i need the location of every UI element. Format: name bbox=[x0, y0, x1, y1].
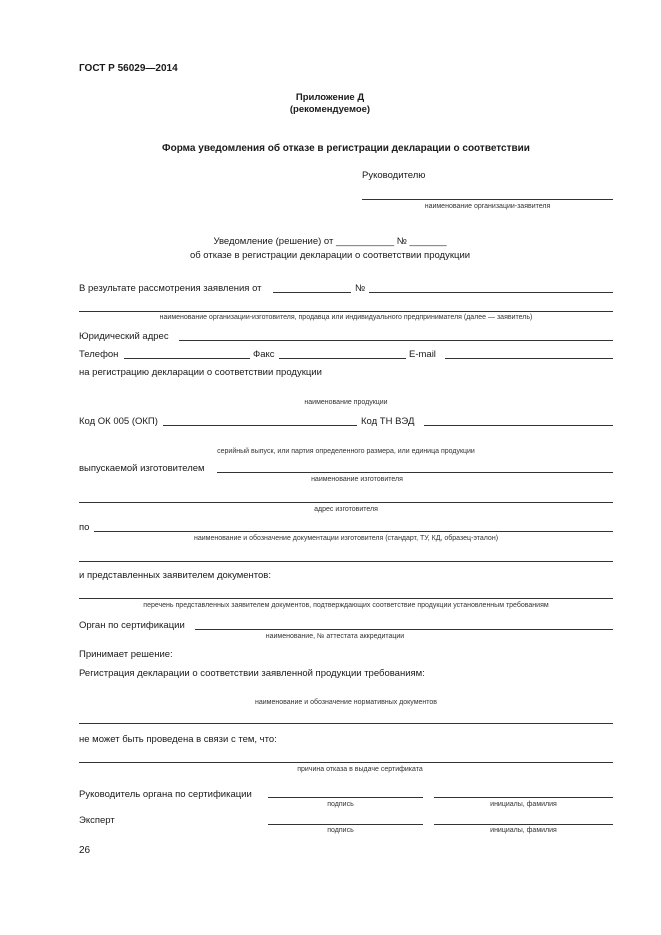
fax-line bbox=[279, 358, 406, 359]
normative-line bbox=[79, 723, 613, 724]
cert-body-label: Орган по сертификации bbox=[79, 620, 185, 631]
cannot-be-label: не может быть проведена в связи с тем, что: bbox=[79, 734, 277, 745]
application-date-line bbox=[273, 292, 351, 293]
normative-caption: наименование и обозначение нормативных документов bbox=[254, 699, 438, 706]
legal-address-line bbox=[179, 340, 613, 341]
head-name-line bbox=[434, 797, 613, 798]
notice-line-1: Уведомление (решение) от ___________ № _______ bbox=[213, 236, 447, 247]
docs-caption: наименование и обозначение документации изготовителя (стандарт, ТУ, КД, образец-эталон) bbox=[193, 535, 499, 542]
applicant-line bbox=[79, 311, 613, 312]
cert-body-line bbox=[195, 629, 613, 630]
application-number-line bbox=[369, 292, 613, 293]
email-line bbox=[445, 358, 613, 359]
phone-label: Телефон bbox=[79, 349, 119, 360]
address-caption: адрес изготовителя bbox=[314, 506, 378, 513]
manufactured-by-label: выпускаемой изготовителем bbox=[79, 463, 205, 474]
notice-line-2: об отказе в регистрации декларации о соответствии продукции bbox=[189, 250, 471, 261]
manufacturer-caption: наименование изготовителя bbox=[311, 476, 403, 483]
form-title: Форма уведомления об отказе в регистрации декларации о соответствии bbox=[162, 143, 530, 154]
head-signature-line bbox=[268, 797, 423, 798]
head-name-caption: инициалы, фамилия bbox=[490, 801, 557, 808]
appendix-title: Приложение Д bbox=[295, 92, 365, 103]
legal-address-label: Юридический адрес bbox=[79, 331, 169, 342]
addressee-caption: наименование организации-заявителя bbox=[424, 203, 551, 210]
submitted-docs-caption: перечень представленных заявителем документов, подтверждающих соответствие продукции установленным требованиям bbox=[143, 602, 549, 609]
registration-for-label: на регистрацию декларации о соответствии продукции bbox=[79, 367, 322, 378]
addressee-line bbox=[362, 199, 613, 200]
submitted-docs-label: и представленных заявителем документов: bbox=[79, 570, 271, 581]
product-caption: наименование продукции bbox=[304, 399, 388, 406]
tnved-code-line bbox=[424, 425, 613, 426]
applicant-caption: наименование организации-изготовителя, продавца или индивидуального предпринимателя (далее — заявитель) bbox=[159, 314, 533, 321]
submitted-docs-line bbox=[79, 598, 613, 599]
email-label: E-mail bbox=[409, 349, 436, 360]
docs-line bbox=[94, 531, 613, 532]
docs-line-2 bbox=[79, 561, 613, 562]
reason-line bbox=[79, 762, 613, 763]
okp-code-label: Код ОК 005 (ОКП) bbox=[79, 416, 158, 427]
manufacturer-address-line bbox=[79, 502, 613, 503]
head-signature-caption: подпись bbox=[327, 801, 354, 808]
manufacturer-line bbox=[217, 472, 613, 473]
decision-label: Принимает решение: bbox=[79, 649, 173, 660]
fax-label: Факс bbox=[253, 349, 275, 360]
addressee-label: Руководителю bbox=[362, 170, 426, 181]
review-label: В результате рассмотрения заявления от bbox=[79, 283, 262, 294]
tnved-code-label: Код ТН ВЭД bbox=[361, 416, 415, 427]
batch-caption: серийный выпуск, или партия определенного размера, или единица продукции bbox=[217, 448, 475, 455]
expert-signature-line bbox=[268, 824, 423, 825]
phone-line bbox=[124, 358, 250, 359]
expert-name-caption: инициалы, фамилия bbox=[490, 827, 557, 834]
expert-label: Эксперт bbox=[79, 815, 115, 826]
expert-signature-caption: подпись bbox=[327, 827, 354, 834]
by-label: по bbox=[79, 522, 90, 533]
okp-code-line bbox=[163, 425, 357, 426]
registration-req-label: Регистрация декларации о соответствии заявленной продукции требованиям: bbox=[79, 668, 425, 679]
appendix-status: (рекомендуемое) bbox=[289, 104, 371, 115]
number-sign: № bbox=[355, 283, 366, 294]
cert-body-caption: наименование, № аттестата аккредитации bbox=[265, 633, 405, 640]
reason-caption: причина отказа в выдаче сертификата bbox=[297, 766, 423, 773]
standard-header: ГОСТ Р 56029—2014 bbox=[79, 63, 178, 74]
head-signature-label: Руководитель органа по сертификации bbox=[79, 789, 252, 800]
page-number: 26 bbox=[79, 845, 91, 856]
expert-name-line bbox=[434, 824, 613, 825]
